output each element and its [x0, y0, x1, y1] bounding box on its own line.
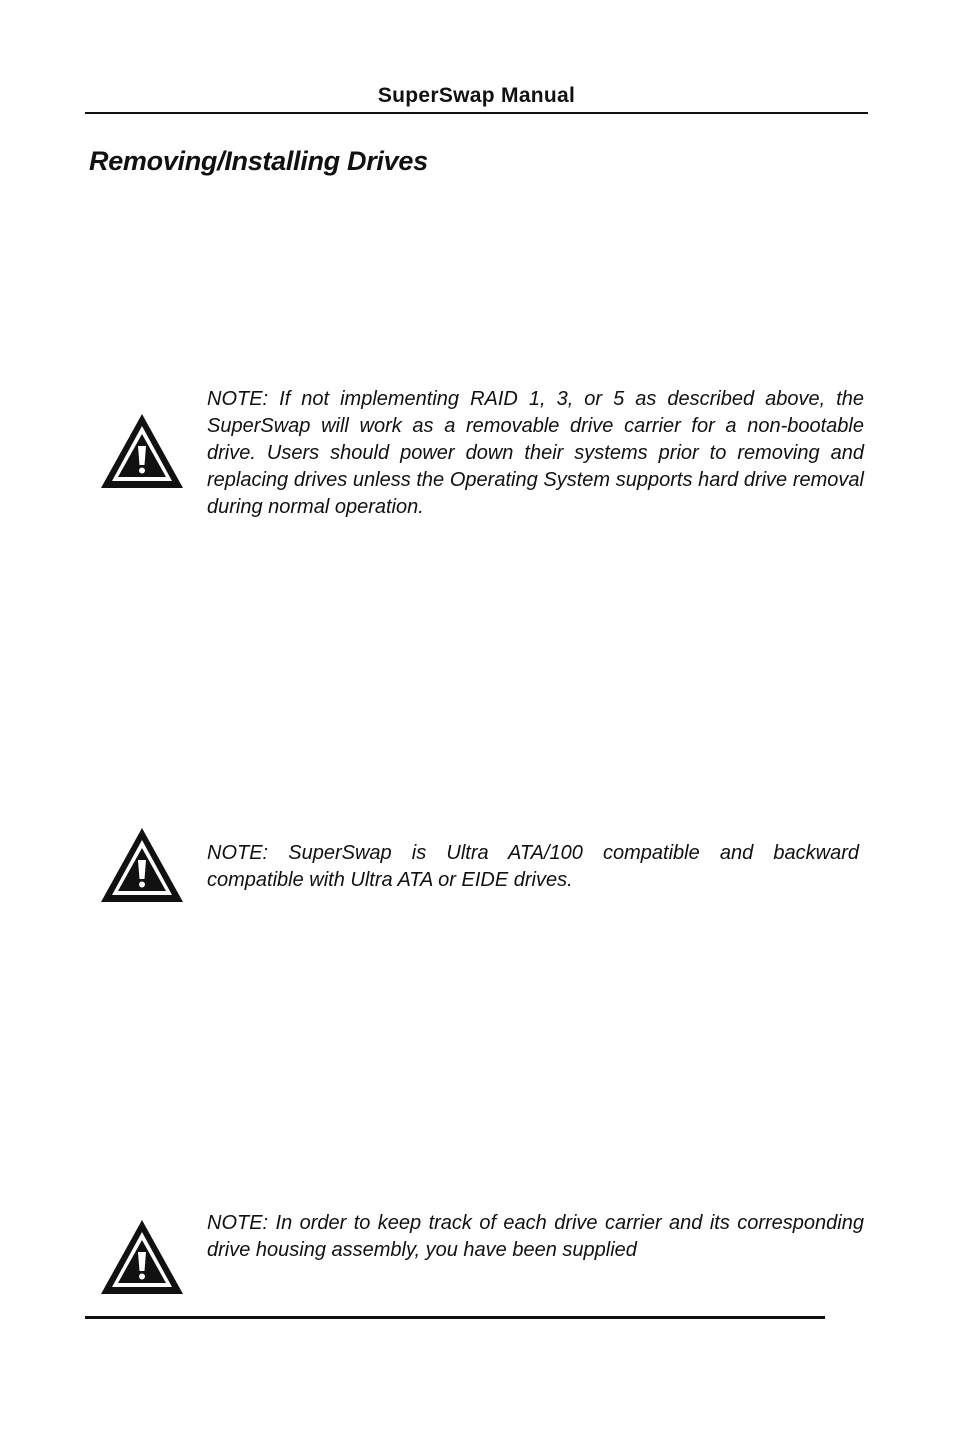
note-text: NOTE: SuperSwap is Ultra ATA/100 compatible and backward compatible with Ultra ATA or EIDE drives. [207, 842, 859, 891]
section-title: Removing/Installing Drives [89, 146, 428, 176]
note-text: NOTE: If not implementing RAID 1, 3, or 5 as described above, the SuperSwap will work as a removable drive carrier for a non-bootable drive. Users should power down their systems prior to removing and replacing drives unless the Operating System supports hard drive removal during normal operation. [207, 388, 864, 518]
footer-rule [85, 1316, 825, 1319]
header-rule [85, 112, 868, 114]
warning-triangle-icon [99, 1218, 185, 1296]
warning-triangle-icon [99, 826, 185, 904]
running-header: SuperSwap Manual [377, 84, 576, 107]
warning-triangle-icon [99, 412, 185, 490]
note-text: NOTE: In order to keep track of each drive carrier and its corresponding drive housing assembly, you have been supplied [207, 1212, 864, 1261]
